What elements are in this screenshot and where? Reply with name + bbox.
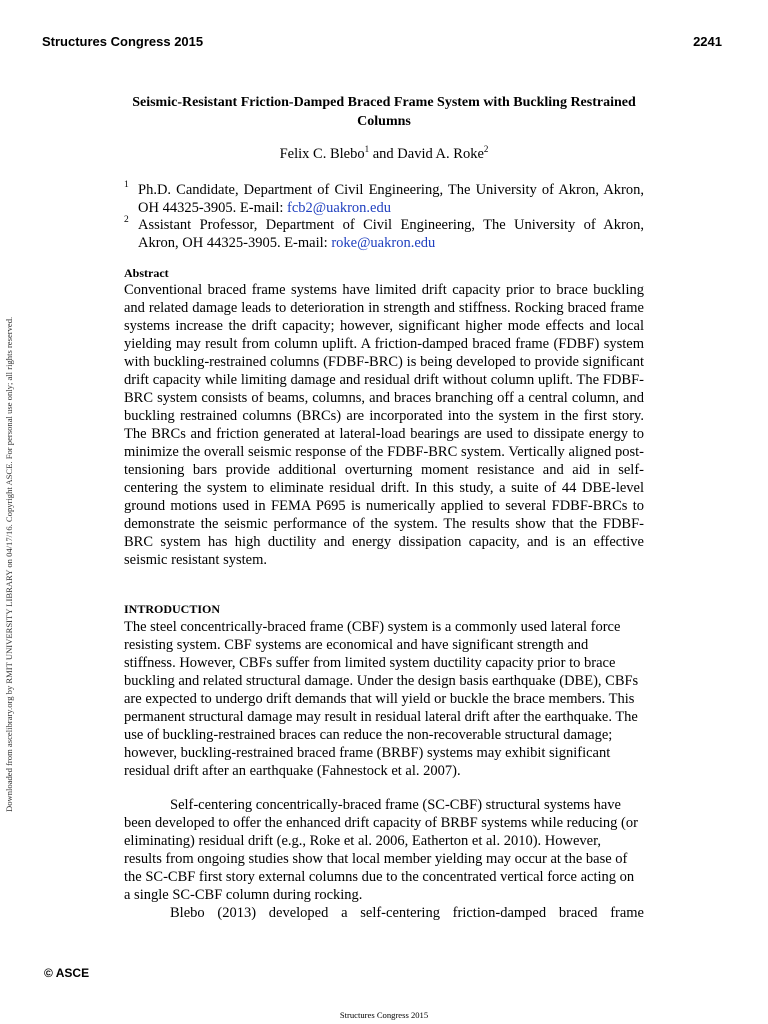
- affiliation-text: Assistant Professor, Department of Civil Engineering, The University of Akron, Akron, OH 44325-3905. E-mail:: [138, 217, 644, 251]
- author-line: [124, 146, 644, 163]
- affiliation: [124, 181, 644, 217]
- author-affiliation-mark: 1: [364, 144, 370, 154]
- page-footer: Structures Congress 2015: [339, 1010, 429, 1020]
- author-name: David A. Roke: [397, 146, 484, 162]
- email-link[interactable]: fcb2@uakron.edu: [287, 200, 391, 216]
- body-paragraph: The steel concentrically-braced frame (CBF) system is a commonly used lateral force resisting system. CBF systems are economical and have significant strength and stiffness. However, CBFs suffer from limited system ductility capacity prior to brace buckling and related structural damage. Under the design basis earthquake (DBE), CBFs are expected to undergo drift demands that will yield or buckle the brace members. This permanent structural damage may result in residual lateral drift after the earthquake. The use of buckling-restrained braces can reduce the non-recoverable structural damage; however, buckling-restrained braced frame (BRBF) systems may exhibit significant residual drift after an earthquake (Fahnestock et al. 2007).: [124, 619, 639, 779]
- abstract-heading: Abstract: [124, 266, 169, 280]
- affiliation: [124, 216, 644, 252]
- affiliation-text: Ph.D. Candidate, Department of Civil Engineering, The University of Akron, Akron, OH 44325-3905. E-mail:: [138, 182, 644, 216]
- introduction-heading: INTRODUCTION: [124, 602, 221, 616]
- download-notice: Downloaded from ascelibrary.org by RMIT UNIVERSITY LIBRARY on 04/17/16. Copyright ASCE. For personal use only; all rights reserved.: [4, 316, 14, 812]
- email-link[interactable]: roke@uakron.edu: [331, 235, 436, 251]
- abstract-body: Conventional braced frame systems have limited drift capacity prior to brace buckling and related damage leads to deterioration in strength and stiffness. Rocking braced frame systems increase the drift capacity; however, significant higher mode effects and local yielding may result from column uplift. A friction-damped braced frame (FDBF) system with buckling-restrained columns (FDBF-BRC) is being developed to provide significant drift capacity while limiting damage and residual drift without column uplift. The FDBF-BRC system consists of beams, columns, and braces branching off a central column, and buckling restrained columns (BRCs) are incorporated into the system in the first story. The BRCs and friction generated at lateral-load bearings are used to dissipate energy to minimize the overall seismic response of the FDBF-BRC system. Vertically aligned post-tensioning bars provide additional overturning moment resistance and aid in self-centering the system to eliminate residual drift. In this study, a suite of 44 DBE-level ground motions used in FEMA P695 is numerically applied to several FDBF-BRCs to demonstrate the seismic performance of the system. The results show that the FDBF-BRC system has high ductility and energy dissipation capacity, and is an effective seismic resistant system.: [124, 282, 644, 568]
- affiliation-number: 1: [124, 180, 129, 190]
- author-joiner: and: [369, 146, 398, 162]
- author-name: Felix C. Blebo: [279, 146, 365, 162]
- running-header-page-number: 2241: [693, 34, 722, 49]
- body-paragraph: Self-centering concentrically-braced frame (SC-CBF) structural systems have been developed to offer the enhanced drift capacity of BRBF systems while reducing (or eliminating) residual drift (e.g., Roke et al. 2006, Eatherton et al. 2010). However, results from ongoing studies show that local member yielding may occur at the base of the SC-CBF first story external columns due to the concentrated vertical force acting on a single SC-CBF column during rocking.: [124, 797, 638, 903]
- running-header-journal: Structures Congress 2015: [42, 34, 204, 49]
- affiliation-number: 2: [124, 215, 129, 225]
- copyright-notice: © ASCE: [44, 966, 90, 980]
- paper-title: Seismic-Resistant Friction-Damped Braced Frame System with Buckling Restrained Columns: [132, 95, 636, 129]
- author-affiliation-mark: 2: [483, 144, 489, 154]
- body-paragraph: Blebo (2013) developed a self-centering friction-damped braced frame: [170, 905, 644, 921]
